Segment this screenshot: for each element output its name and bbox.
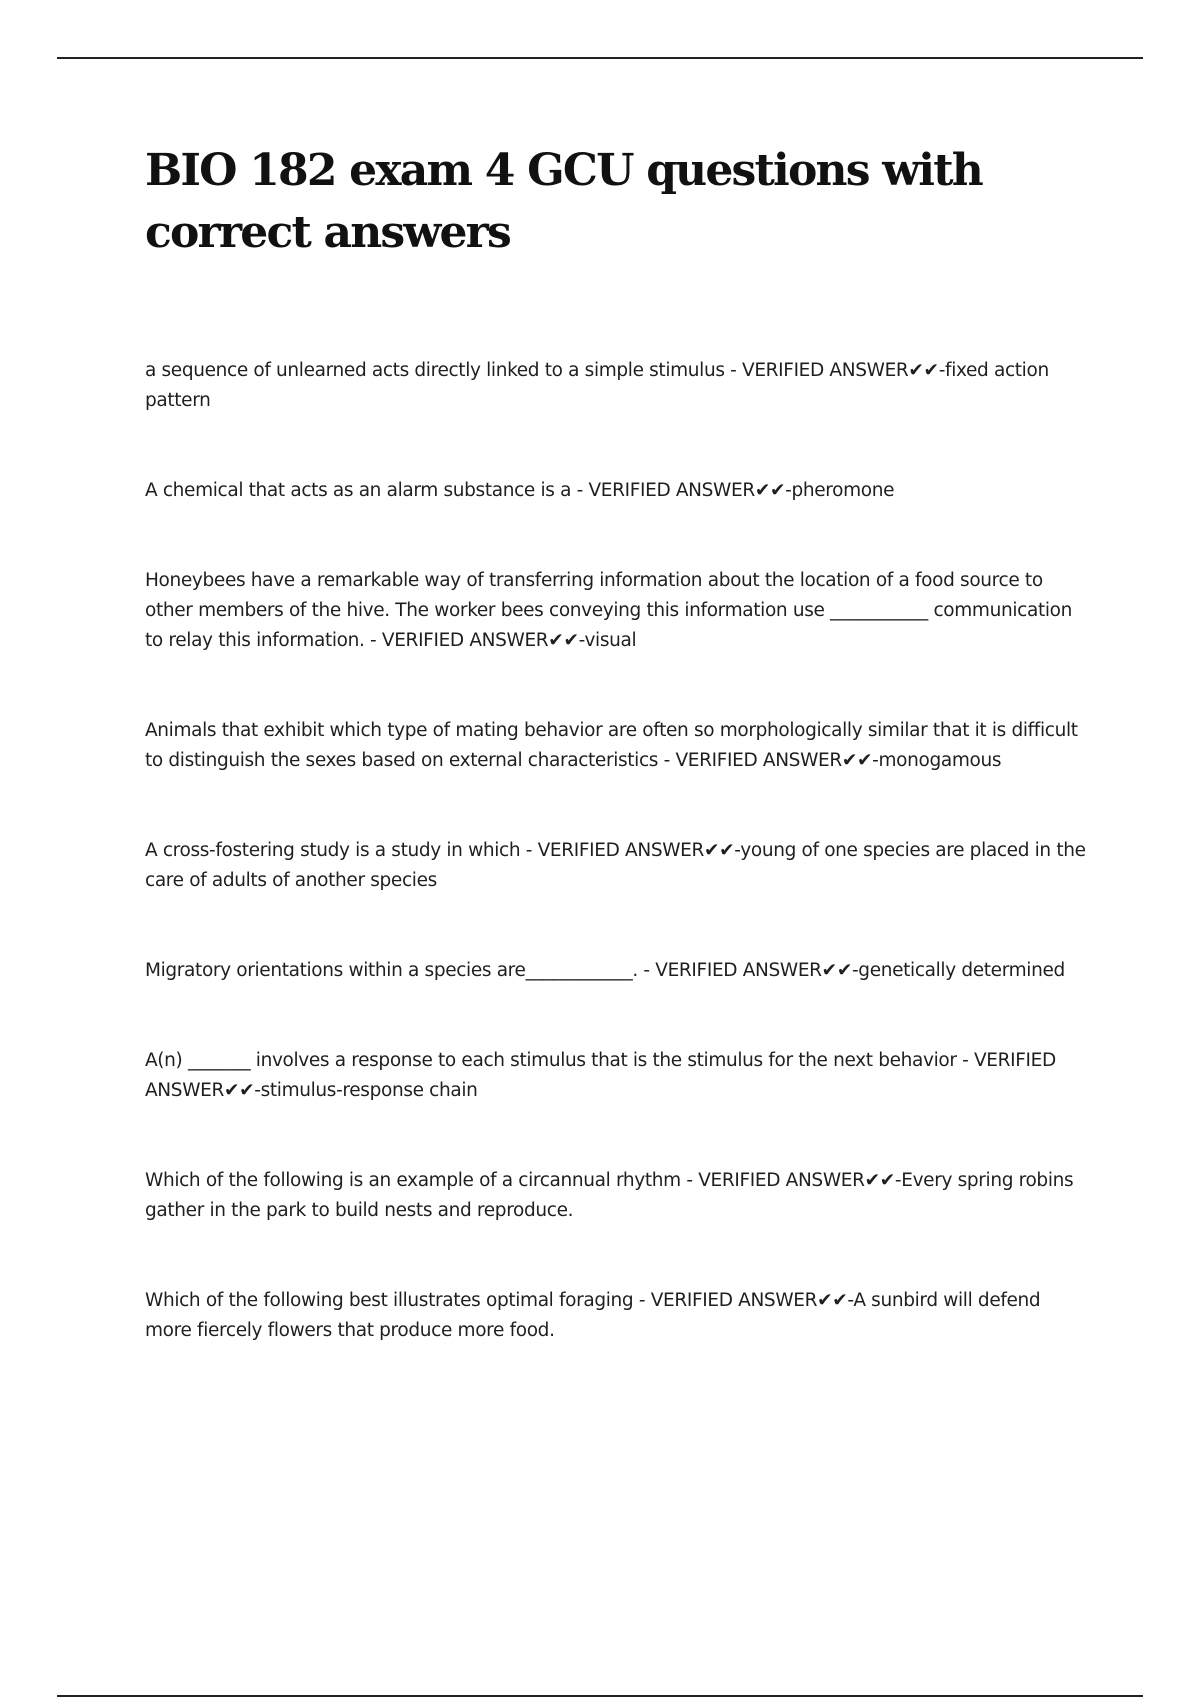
qa-item-9: Which of the following best illustrates optimal foraging - VERIFIED ANSWER✔✔-A sunbird will defend more fiercely flowers that produce more food. — [145, 1290, 1041, 1341]
qa-item-2: A chemical that acts as an alarm substance is a - VERIFIED ANSWER✔✔-pheromone — [145, 480, 895, 501]
qa-item-5: A cross-fostering study is a study in which - VERIFIED ANSWER✔✔-young of one species are placed in the care of adults of another species — [145, 840, 1086, 891]
qa-item-7: A(n) _______ involves a response to each stimulus that is the stimulus for the next behavior - VERIFIED ANSWER✔✔-stimulus-response chain — [145, 1050, 1056, 1101]
top-rule — [57, 57, 1143, 59]
qa-list — [145, 356, 1090, 1406]
qa-item-3: Honeybees have a remarkable way of transferring information about the location of a food source to other members of the hive. The worker bees conveying this information use ___________ communication to relay this information. - VERIFIED ANSWER✔✔-visual — [145, 570, 1072, 651]
qa-item-6: Migratory orientations within a species are____________. - VERIFIED ANSWER✔✔-genetically determined — [145, 960, 1065, 981]
qa-item-1: a sequence of unlearned acts directly linked to a simple stimulus - VERIFIED ANSWER✔✔-fixed action pattern — [145, 360, 1049, 411]
qa-item-4: Animals that exhibit which type of mating behavior are often so morphologically similar that it is difficult to distinguish the sexes based on external characteristics - VERIFIED ANSWER✔✔-monogamous — [145, 720, 1078, 771]
qa-item-8: Which of the following is an example of a circannual rhythm - VERIFIED ANSWER✔✔-Every spring robins gather in the park to build nests and reproduce. — [145, 1170, 1074, 1221]
bottom-rule — [57, 1695, 1143, 1697]
document-title: BIO 182 exam 4 GCU questions with correct answers — [145, 145, 982, 258]
